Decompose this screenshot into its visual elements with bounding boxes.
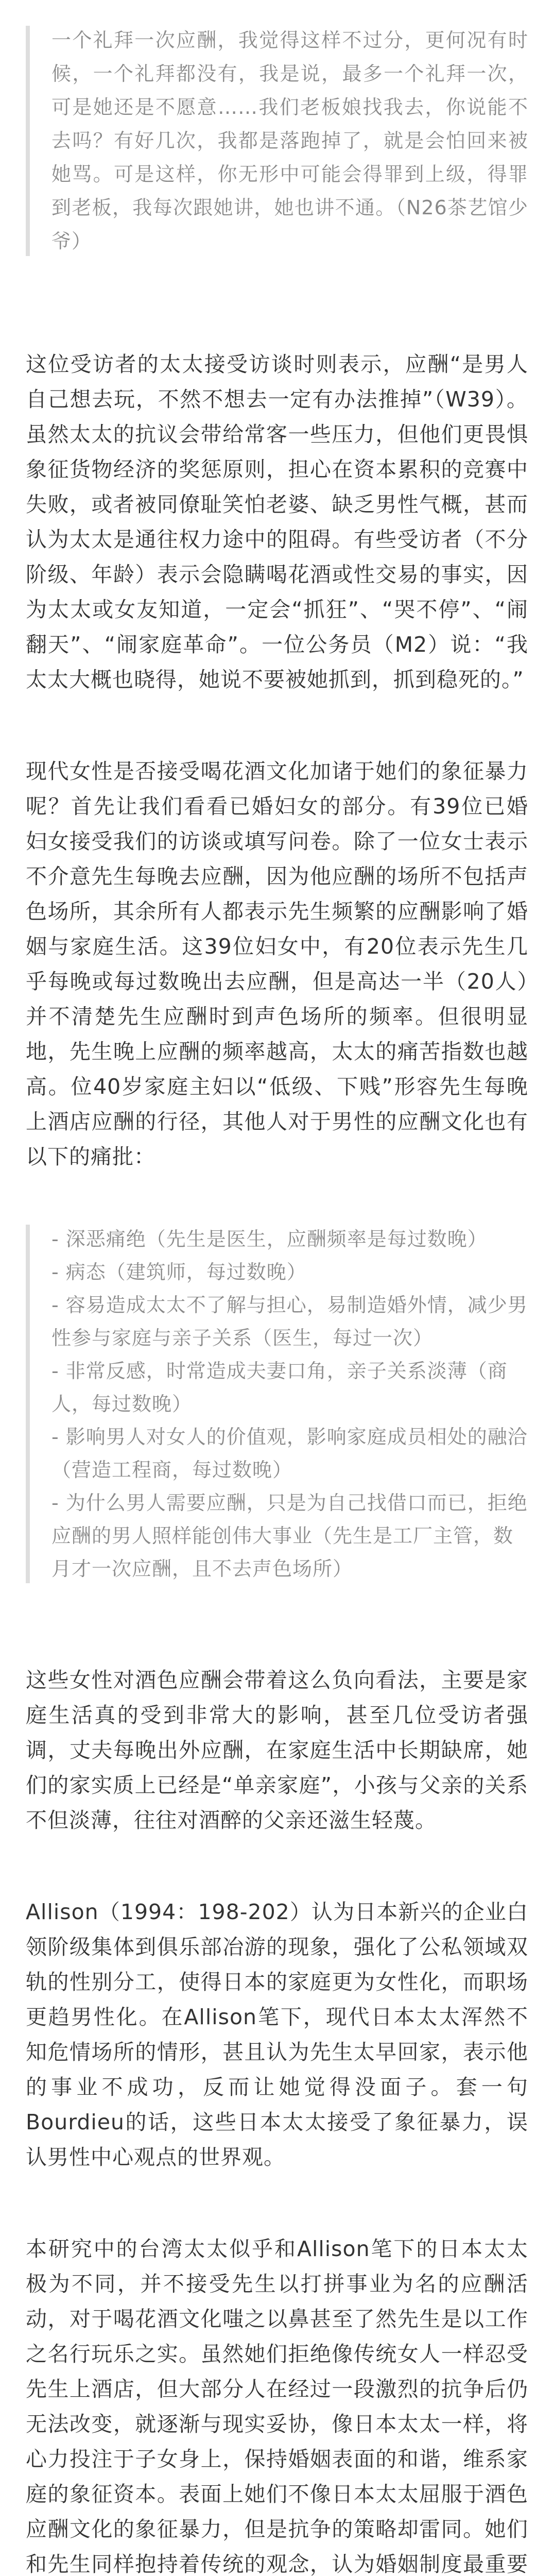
- list-item: - 非常反感，时常造成夫妻口角，亲子关系淡薄（商人，每过数晚）: [51, 1360, 508, 1415]
- quote-text: 一个礼拜一次应酬，我觉得这样不过分，更何况有时候，一个礼拜都没有，我是说，最多一个礼拜一次，可是她还是不愿意……我们老板娘找我去，你说能不去吗？有好几次，我都是落跑掉了，就是会怕回来被她骂。可是这样，你无形中可能会得罪到上级，得罪到老板，我每次跟她讲，她也讲不通。（N26茶艺馆少爷）: [51, 29, 528, 252]
- list-item: - 容易造成太太不了解与担心，易制造婚外情，减少男性参与家庭与亲子关系（医生，每过一次）: [51, 1294, 528, 1349]
- paragraph-4: Allison（1994：198-202）认为日本新兴的企业白领阶级集体到俱乐部冶游的现象，强化了公私领域双轨的性别分工，使得日本的家庭更为女性化，而职场更趋男性化。在Allison笔下，现代日本太太浑然不知危情场所的情形，甚且认为先生太早回家，表示他的事业不成功，反而让她觉得没面子。套一句Bourdieu的话，这些日本太太接受了象征暴力，误认男性中心观点的世界观。: [26, 1900, 528, 2170]
- interview-quote: [26, 24, 528, 258]
- paragraph-1: 这位受访者的太太接受访谈时则表示，应酬“是男人自己想去玩，不然不想去一定有办法推掉”（W39）。虽然太太的抗议会带给常客一些压力，但他们更畏惧象征货物经济的奖惩原则，担心在资本累积的竞赛中失败，或者被同僚耻笑怕老婆、缺乏男性气概，甚而认为太太是通往权力途中的阻碍。有些受访者（不分阶级、年龄）表示会隐瞒喝花酒或性交易的事实，因为太太或女友知道，一定会“抓狂”、“哭不停”、“闹翻天”、“闹家庭革命”。一位公务员（M2）说：“我太太大概也晓得，她说不要被她抓到，抓到稳死的。”: [26, 352, 528, 692]
- list-item: - 为什么男人需要应酬，只是为自己找借口而已，拒绝应酬的男人照样能创伟大事业（先生是工厂主管，数月才一次应酬，且不去声色场所）: [51, 1492, 528, 1580]
- list-item: - 影响男人对女人的价值观，影响家庭成员相处的融洽（营造工程商，每过数晚）: [51, 1426, 528, 1481]
- paragraph-3: 这些女性对酒色应酬会带着这么负向看法，主要是家庭生活真的受到非常大的影响，甚至几位受访者强调，丈夫每晚出外应酬，在家庭生活中长期缺席，她们的家实质上已经是“单亲家庭”，小孩与父亲的关系不但淡薄，往往对酒醉的父亲还滋生轻蔑。: [26, 1668, 528, 1833]
- paragraph-2: 现代女性是否接受喝花酒文化加诸于她们的象征暴力呢？首先让我们看看已婚妇女的部分。有39位已婚妇女接受我们的访谈或填写问卷。除了一位女士表示不介意先生每晚去应酬，因为他应酬的场所不包括声色场所，其余所有人都表示先生频繁的应酬影响了婚姻与家庭生活。这39位妇女中，有20位表示先生几乎每晚或每过数晚出去应酬，但是高达一半（20人）并不清楚先生应酬时到声色场所的频率。但很明显地，先生晚上应酬的频率越高，太太的痛苦指数也越高。位40岁家庭主妇以“低级、下贱”形容先生每晚上酒店应酬的行径，其他人对于男性的应酬文化也有以下的痛批：: [26, 759, 528, 1169]
- list-item: - 深恶痛绝（先生是医生，应酬频率是每过数晚）: [51, 1228, 488, 1250]
- criticism-list: [26, 1223, 528, 1585]
- paragraph-5: 本研究中的台湾太太似乎和Allison笔下的日本太太极为不同，并不接受先生以打拼事业为名的应酬活动，对于喝花酒文化嗤之以鼻甚至了然先生是以工作之名行玩乐之实。虽然她们拒绝像传统女人一样忍受先生上酒店，但大部分人在经过一段激烈的抗争后仍无法改变，就逐渐与现实妥协，像日本太太一样，将心力投注于子女身上，保持婚姻表面的和谐，维系家庭的象征资本。表面上她们不像日本太太屈服于酒色应酬文化的象征暴力，但是抗争的策略却雷同。她们和先生同样抱持着传统的观念，认为婚姻制度最重要: [26, 2236, 528, 2576]
- list-item: - 病态（建筑师，每过数晚）: [51, 1261, 307, 1283]
